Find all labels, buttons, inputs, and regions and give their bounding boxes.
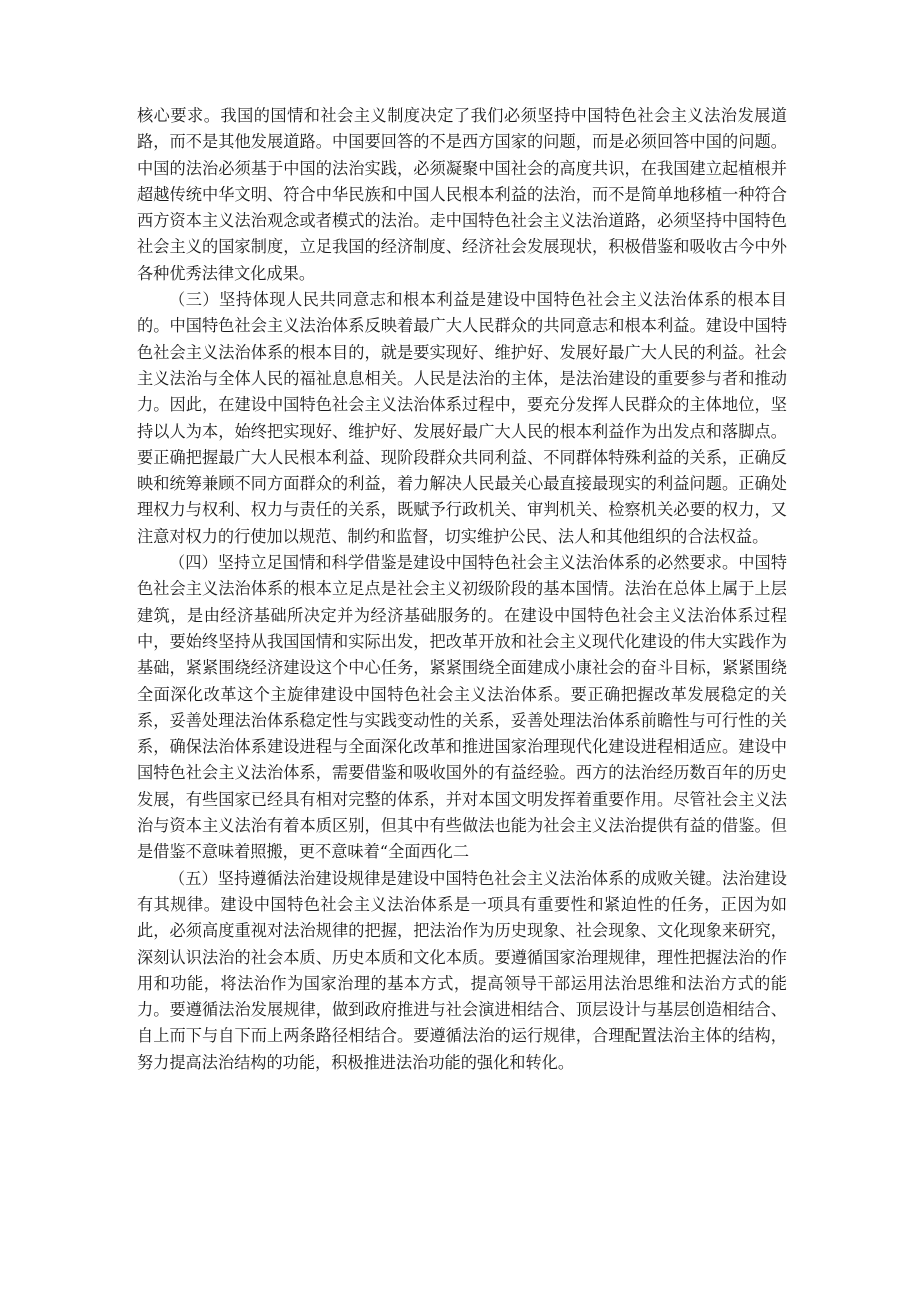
paragraph-section-3: （三）坚持体现人民共同意志和根本利益是建设中国特色社会主义法治体系的根本目的。中国特色社会主义法治体系反映着最广大人民群众的共同意志和根本利益。建设中国特色社会主义法治体系的根本目的，就是要实现好、维护好、发展好最广大人民的利益。社会主义法治与全体人民的福祉息息相关。人民是法治的主体，是法治建设的重要参与者和推动力。因此，在建设中国特色社会主义法治体系过程中，要充分发挥人民群众的主体地位，坚持以人为本，始终把实现好、维护好、发展好最广大人民的根本利益作为出发点和落脚点。要正确把握最广大人民根本利益、现阶段群众共同利益、不同群体特殊利益的关系，正确反映和统筹兼顾不同方面群众的利益，着力解决人民最关心最直接最现实的利益问题。正确处理权力与权利、权力与责任的关系，既赋予行政机关、审判机关、检察机关必要的权力，又注意对权力的行使加以规范、制约和监督，切实维护公民、法人和其他组织的合法权益。 (137, 290, 787, 546)
paragraph-section-5: （五）坚持遵循法治建设规律是建设中国特色社会主义法治体系的成败关键。法治建设有其规律。建设中国特色社会主义法治体系是一项具有重要性和紧迫性的任务，正因为如此，必须高度重视对法治规律的把握，把法治作为历史现象、社会现象、文化现象来研究，深刻认识法治的社会本质、历史本质和文化本质。要遵循国家治理规律，理性把握法治的作用和功能，将法治作为国家治理的基本方式，提高领导干部运用法治思维和法治方式的能力。要遵循法治发展规律，做到政府推进与社会演进相结合、顶层设计与基层创造相结合、自上而下与自下而上两条路径相结合。要遵循法治的运行规律，合理配置法治主体的结构，努力提高法治结构的功能，积极推进法治功能的强化和转化。 (137, 868, 787, 1072)
paragraph-section-4: （四）坚持立足国情和科学借鉴是建设中国特色社会主义法治体系的必然要求。中国特色社会主义法治体系的根本立足点是社会主义初级阶段的基本国情。法治在总体上属于上层建筑，是由经济基础所决定并为经济基础服务的。在建设中国特色社会主义法治体系过程中，要始终坚持从我国国情和实际出发，把改革开放和社会主义现代化建设的伟大实践作为基础，紧紧围绕经济建设这个中心任务，紧紧围绕全面建成小康社会的奋斗目标，紧紧围绕全面深化改革这个主旋律建设中国特色社会主义法治体系。要正确把握改革发展稳定的关系，妥善处理法治体系稳定性与实践变动性的关系，妥善处理法治体系前瞻性与可行性的关系，确保法治体系建设进程与全面深化改革和推进国家治理现代化建设进程相适应。建设中国特色社会主义法治体系，需要借鉴和吸收国外的有益经验。西方的法治经历数百年的历史发展，有些国家已经具有相对完整的体系，并对本国文明发挥着重要作用。尽管社会主义法治与资本主义法治有着本质区别，但其中有些做法也能为社会主义法治提供有益的借鉴。但是借鉴不意味着照搬，更不意味着“全面西化二 (137, 553, 787, 862)
paragraph-continued: 核心要求。我国的国情和社会主义制度决定了我们必须坚持中国特色社会主义法治发展道路，而不是其他发展道路。中国要回答的不是西方国家的问题，而是必须回答中国的问题。中国的法治必须基于中国的法治实践，必须凝聚中国社会的高度共识，在我国建立起植根并超越传统中华文明、符合中华民族和中国人民根本利益的法治，而不是简单地移植一种符合西方资本主义法治观念或者模式的法治。走中国特色社会主义法治道路，必须坚持中国特色社会主义的国家制度，立足我国的经济制度、经济社会发展现状，积极借鉴和吸收古今中外各种优秀法律文化成果。 (137, 106, 787, 283)
body-text (137, 103, 787, 1076)
